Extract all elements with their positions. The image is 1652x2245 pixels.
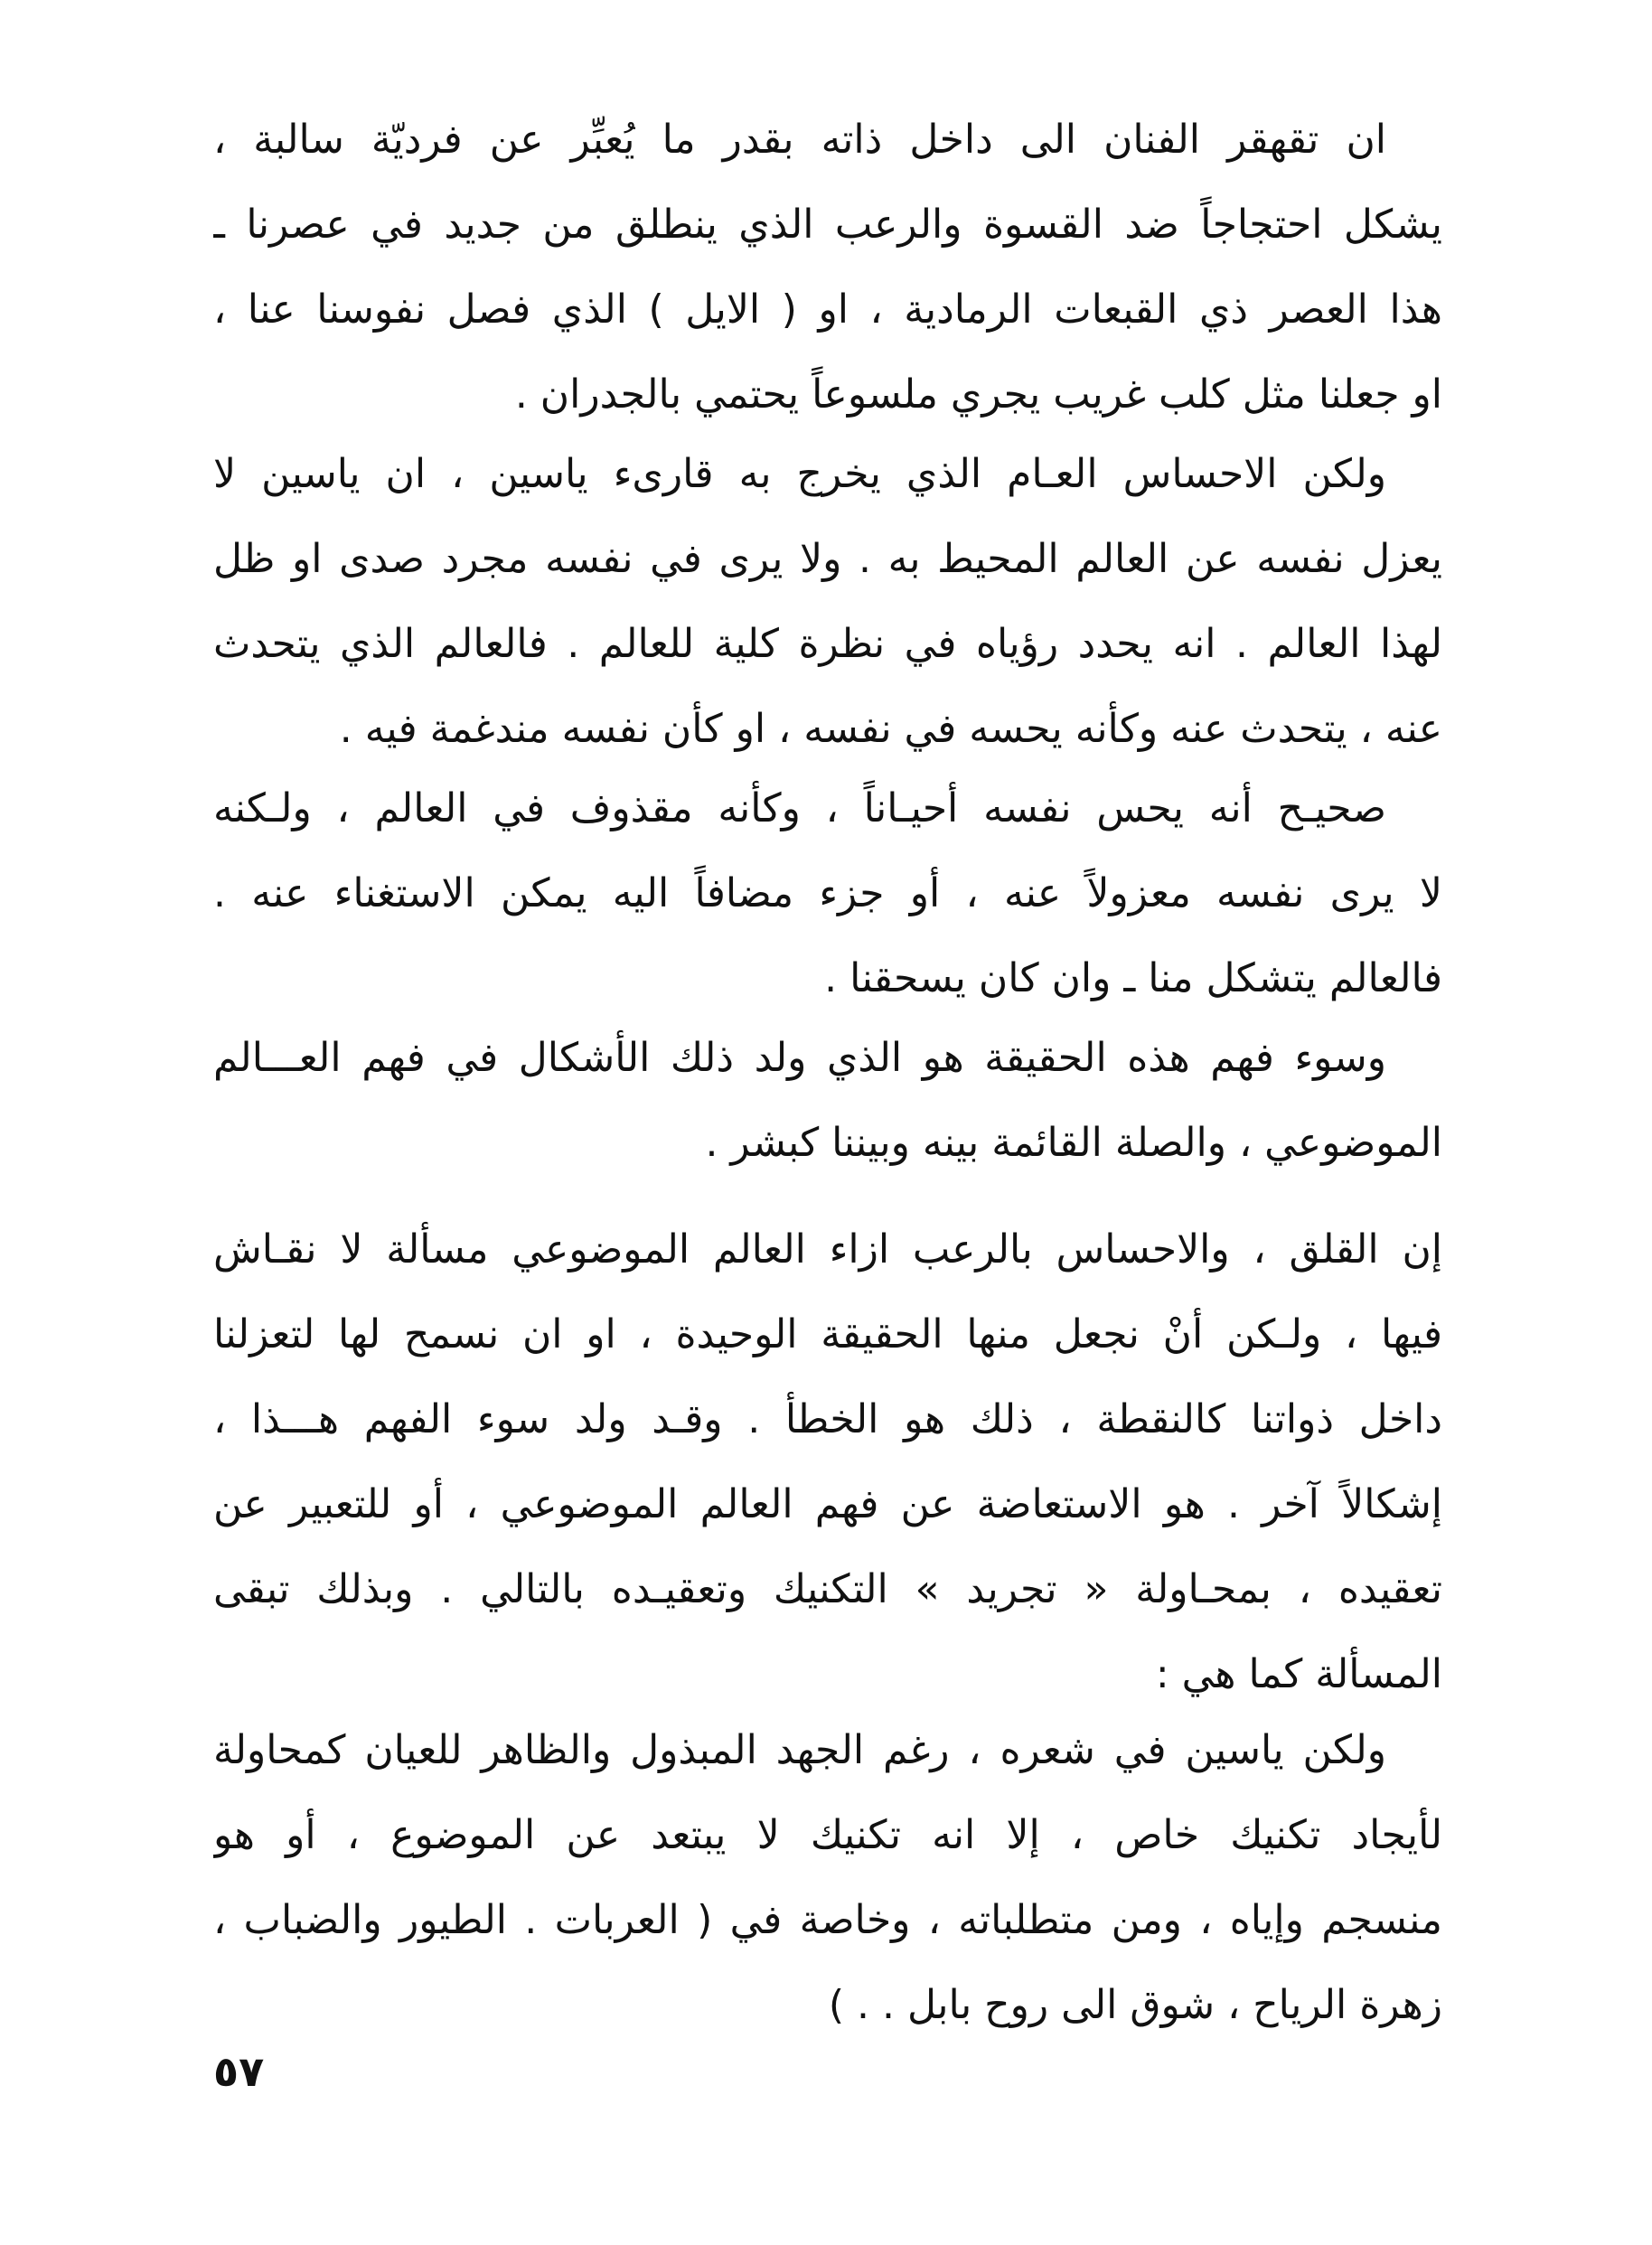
text-line: إن القلق ، والاحساس بالرعب ازاء العالم الموضوعي مسألة لا نقـاش xyxy=(213,1226,1442,1273)
text-line: لا يرى نفسه معزولاً عنه ، أو جزء مضافاً اليه يمكن الاستغناء عنه . xyxy=(213,870,1442,916)
paragraph-3 xyxy=(213,766,1442,1021)
text-line: ان تقهقر الفنان الى داخل ذاته بقدر ما يُعبِّر عن فرديّة سالبة ، xyxy=(213,117,1386,163)
text-line: صحيـح أنه يحس نفسه أحيـاناً ، وكأنه مقذوف في العالم ، ولـكنه xyxy=(213,785,1386,831)
text-line: ولكن ياسين في شعره ، رغم الجهد المبذول والظاهر للعيان كمحاولة xyxy=(213,1727,1386,1773)
text-line: يشكل احتجاجاً ضد القسوة والرعب الذي ينطلق من جديد في عصرنا ـ xyxy=(213,202,1442,248)
text-line: او جعلنا مثل كلب غريب يجري ملسوعاً يحتمي بالجدران . xyxy=(514,371,1442,418)
paragraph-2 xyxy=(213,432,1442,772)
text-line: فالعالم يتشكل منا ـ وان كان يسحقنا . xyxy=(824,955,1442,1001)
text-line: فيها ، ولـكن أنْ نجعل منها الحقيقة الوحيدة ، او ان نسمح لها لتعزلنا xyxy=(213,1311,1442,1357)
text-line: الموضوعي ، والصلة القائمة بينه وبيننا كبشر . xyxy=(705,1120,1442,1166)
text-line: إشكالاً آخر . هو الاستعاضة عن فهم العالم الموضوعي ، أو للتعبير عن xyxy=(213,1481,1442,1527)
text-line: تعقيده ، بمحـاولة « تجريد » التكنيك وتعقيـده بالتالي . وبذلك تبقى xyxy=(213,1566,1442,1612)
text-line: داخل ذواتنا كالنقطة ، ذلك هو الخطأ . وقـد ولد سوء الفهم هـــذا ، xyxy=(213,1396,1442,1442)
text-line: لأيجاد تكنيك خاص ، إلا انه تكنيك لا يبتعد عن الموضوع ، أو هو xyxy=(213,1812,1442,1858)
text-line: زهرة الرياح ، شوق الى روح بابل . . ) xyxy=(828,1982,1442,2028)
text-line: وسوء فهم هذه الحقيقة هو الذي ولد ذلك الأشكال في فهم العـــالم xyxy=(213,1035,1386,1081)
text-line: منسجم وإياه ، ومن متطلباته ، وخاصة في ( العربات . الطيور والضباب ، xyxy=(213,1897,1442,1943)
page-number: ٥٧ xyxy=(213,2047,265,2096)
paragraph-1 xyxy=(213,98,1442,437)
text-line: ولكن الاحساس العـام الذي يخرج به قارىء ياسين ، ان ياسين لا xyxy=(213,451,1386,497)
text-line: هذا العصر ذي القبعات الرمادية ، او ( الايل ) الذي فصل نفوسنا عنا ، xyxy=(213,286,1442,333)
text-line: لهذا العالم . انه يحدد رؤياه في نظرة كلية للعالم . فالعالم الذي يتحدث xyxy=(213,621,1442,667)
text-line: يعزل نفسه عن العالم المحيط به . ولا يرى في نفسه مجرد صدى او ظل xyxy=(213,536,1442,582)
text-line: المسألة كما هي : xyxy=(1155,1651,1442,1697)
paragraph-5 xyxy=(213,1207,1442,1717)
paragraph-6 xyxy=(213,1708,1442,2048)
text-line: عنه ، يتحدث عنه وكأنه يحسه في نفسه ، او كأن نفسه مندغمة فيه . xyxy=(339,706,1442,752)
paragraph-4 xyxy=(213,1016,1442,1186)
